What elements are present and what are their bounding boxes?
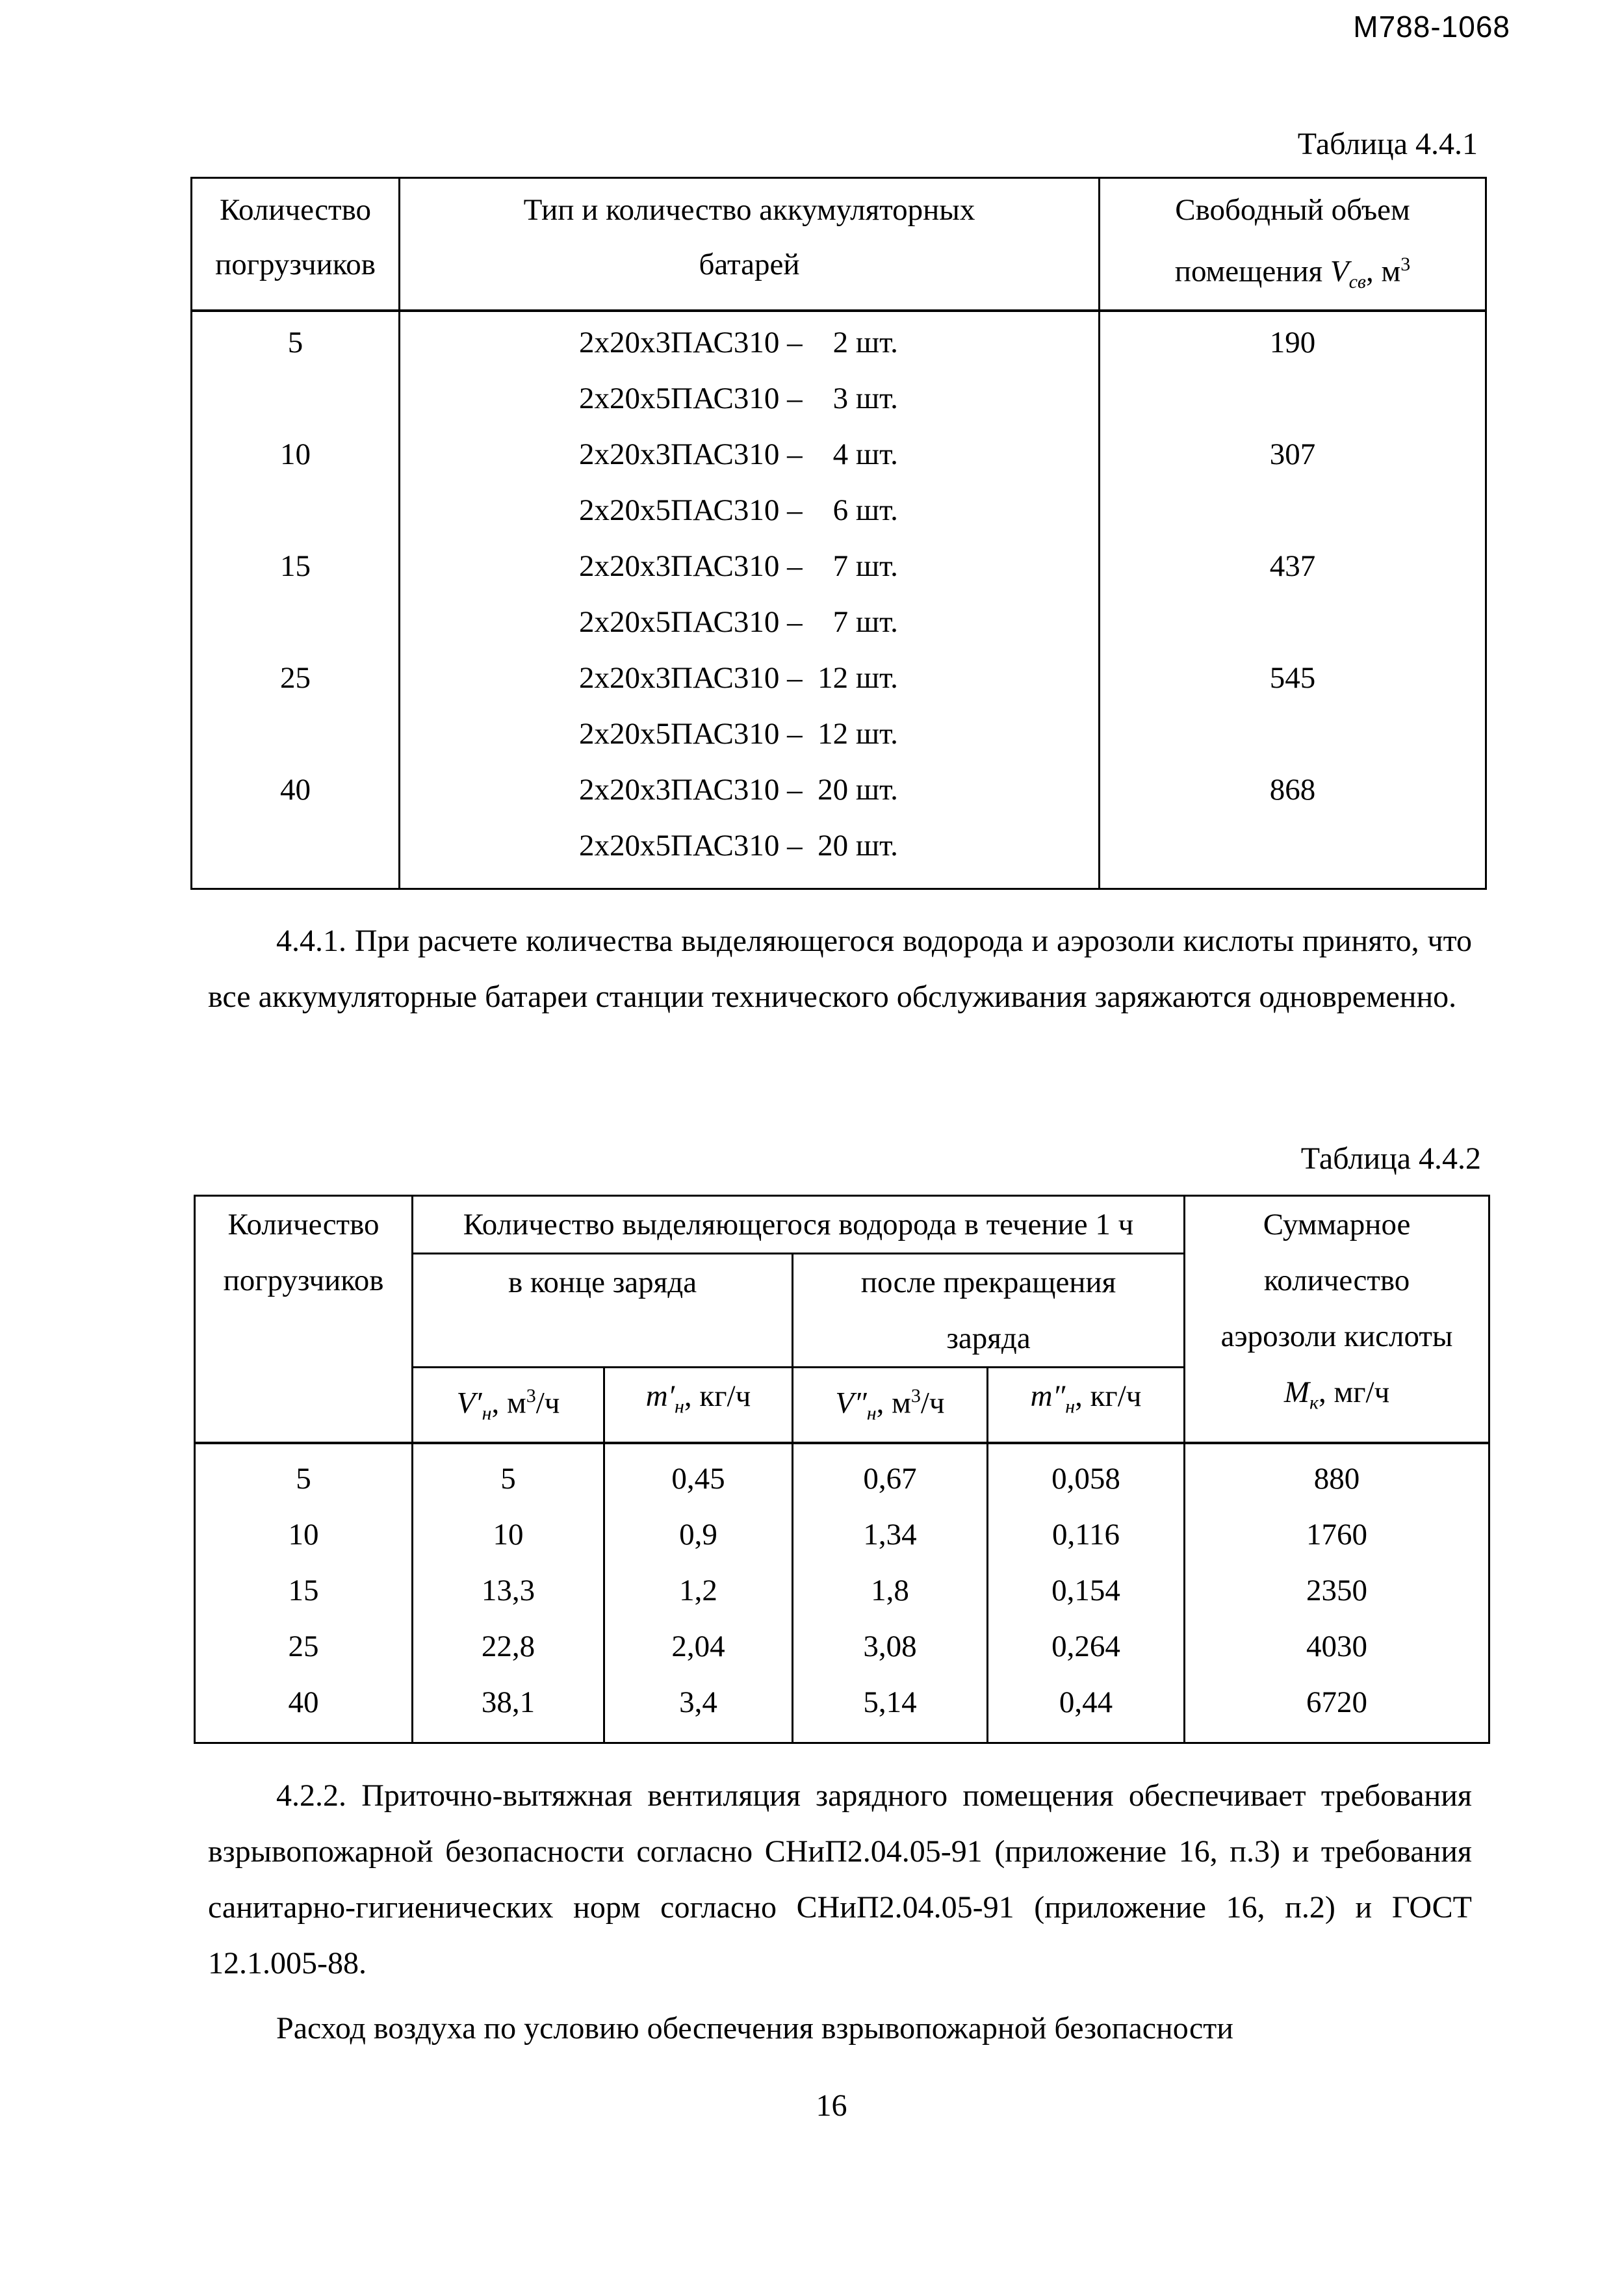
m2-symbol: m″: [1030, 1379, 1066, 1413]
table-cell: 1,34: [863, 1518, 917, 1552]
free-volume: 437: [1269, 549, 1316, 584]
v1-unit: , м: [491, 1386, 526, 1420]
table-cell: 0,058: [1051, 1462, 1120, 1496]
header-text-prefix: помещения: [1174, 254, 1323, 289]
loaders-count: 40: [280, 773, 311, 807]
header-acid-aerosol: [1185, 1196, 1489, 1444]
battery-entry: 2х20х3ПАС310 – 2 шт.: [579, 326, 898, 360]
battery-entry: 2х20х5ПАС310 – 3 шт.: [579, 382, 898, 416]
battery-entry: 2х20х5ПАС310 – 6 шт.: [579, 493, 898, 528]
table-cell: 1,2: [679, 1574, 717, 1608]
header-text: [1185, 1364, 1488, 1431]
header-loaders-count: [195, 1196, 413, 1444]
paragraph-text: Расход воздуха по условию обеспечения взрывопожарной безопасности: [276, 2011, 1233, 2046]
table-cell: 880: [1313, 1462, 1360, 1496]
header-text: Суммарное: [1263, 1208, 1411, 1241]
v1-column: [413, 1443, 604, 1743]
header-text: после прекращения: [860, 1266, 1116, 1299]
table-cell: 40: [288, 1685, 319, 1720]
battery-entry: 2х20х3ПАС310 – 4 шт.: [579, 437, 898, 472]
table-cell: 0,154: [1051, 1574, 1120, 1608]
battery-entry: 2х20х3ПАС310 – 12 шт.: [579, 661, 898, 695]
volume-unit: , м: [1365, 254, 1401, 289]
volume-unit-exponent: 3: [1400, 253, 1411, 275]
battery-entry: 2х20х3ПАС310 – 20 шт.: [579, 773, 898, 807]
v2-column: [793, 1443, 988, 1743]
v2-unit-tail: /ч: [920, 1386, 945, 1420]
v2-symbol: V″: [835, 1386, 867, 1420]
paragraph-air-flow: [208, 2001, 1472, 2057]
v1-symbol: V′: [456, 1386, 482, 1420]
table-cell: 6720: [1306, 1685, 1368, 1720]
header-text: Количество: [220, 193, 371, 227]
free-volume: 190: [1269, 326, 1316, 360]
table-cell: 13,3: [481, 1574, 535, 1608]
battery-entry: 2х20х5ПАС310 – 12 шт.: [579, 717, 898, 751]
header-text: батарей: [699, 248, 800, 281]
v2-subscript: н: [866, 1403, 877, 1425]
header-end-of-charge: в конце заряда: [413, 1254, 793, 1368]
acid-symbol: М: [1283, 1375, 1309, 1409]
loaders-count: 5: [287, 326, 303, 360]
v2-unit: , м: [876, 1386, 911, 1420]
table-cell: 5: [296, 1462, 311, 1496]
table-cell: 0,44: [1059, 1685, 1113, 1720]
table-caption-1: Таблица 4.4.1: [1297, 127, 1478, 161]
paragraph-text: 4.4.1. При расчете количества выделяющегося водорода и аэрозоли кислоты принято, что все аккумуляторные батареи станции технического обслуживания заряжаются одновременно.: [208, 924, 1472, 1014]
header-hydrogen-group: Количество выделяющегося водорода в течение 1 ч: [413, 1196, 1185, 1254]
table-cell: 0,116: [1052, 1518, 1120, 1552]
loaders-count-column: [192, 311, 400, 889]
table-cell: 0,264: [1051, 1630, 1120, 1664]
table-cell: 10: [288, 1518, 319, 1552]
header-text: Тип и количество аккумуляторных: [523, 193, 975, 227]
v1-unit-tail: /ч: [535, 1386, 560, 1420]
header-battery-type: [400, 178, 1100, 311]
battery-entry: 2х20х5ПАС310 – 20 шт.: [579, 829, 898, 863]
m2-column: [988, 1443, 1185, 1743]
table-cell: 38,1: [481, 1685, 535, 1720]
paragraph-4-2-2: [208, 1768, 1472, 1992]
acid-aerosol-column: [1185, 1443, 1489, 1743]
loaders-count: 25: [280, 661, 311, 695]
acid-unit: , мг/ч: [1319, 1375, 1390, 1409]
document-code: М788-1068: [1353, 10, 1510, 44]
header-text: погрузчиков: [223, 1264, 384, 1297]
free-volume: 307: [1269, 437, 1316, 472]
paragraph-4-4-1: [208, 913, 1472, 1025]
m2-unit: , кг/ч: [1075, 1379, 1142, 1413]
header-text: [1100, 237, 1485, 309]
table-cell: 10: [493, 1518, 524, 1552]
table-caption-2: Таблица 4.4.2: [1300, 1141, 1481, 1176]
header-m1: [604, 1368, 793, 1444]
acid-symbol-subscript: к: [1309, 1392, 1319, 1414]
m1-subscript: н: [675, 1396, 684, 1418]
table-cell: 25: [288, 1630, 319, 1664]
header-loaders-count: [192, 178, 400, 311]
m1-symbol: m′: [645, 1379, 675, 1413]
header-text: Количество: [227, 1208, 380, 1241]
battery-table: [190, 177, 1487, 890]
table-body-row: [195, 1443, 1489, 1743]
header-text: аэрозоли кислоты: [1220, 1319, 1453, 1353]
table-cell: 3,08: [863, 1630, 917, 1664]
battery-entry: 2х20х3ПАС310 – 7 шт.: [579, 549, 898, 584]
m1-unit: , кг/ч: [684, 1379, 751, 1413]
header-free-volume: [1100, 178, 1486, 311]
header-text: Свободный объем: [1175, 193, 1410, 227]
table-cell: 2,04: [671, 1630, 725, 1664]
header-v1: [413, 1368, 604, 1444]
table-body-row: [192, 311, 1486, 889]
m2-subscript: н: [1065, 1396, 1076, 1418]
header-after-charge: [793, 1254, 1185, 1368]
table-header-row: [192, 178, 1486, 311]
free-volume: 868: [1269, 773, 1316, 807]
header-text: погрузчиков: [215, 248, 376, 281]
table-cell: 5,14: [863, 1685, 917, 1720]
loaders-count: 15: [280, 549, 311, 584]
free-volume: 545: [1269, 661, 1316, 695]
v1-subscript: н: [482, 1403, 492, 1425]
header-text: заряда: [946, 1321, 1031, 1355]
battery-entry: 2х20х5ПАС310 – 7 шт.: [579, 605, 898, 640]
header-text: количество: [1263, 1264, 1410, 1297]
v1-unit-exponent: 3: [526, 1385, 536, 1407]
table-header-row: [195, 1196, 1489, 1254]
paragraph-text: 4.2.2. Приточно-вытяжная вентиляция зарядного помещения обеспечивает требования взрывопожарной безопасности согласно СНиП2.04.05-91 (приложение 16, п.3) и требования санитарно-гигиенических норм согласно СНиП2.04.05-91 (приложение 16, п.2) и ГОСТ 12.1.005-88.: [208, 1778, 1472, 1981]
table-cell: 0,45: [671, 1462, 725, 1496]
table-cell: 4030: [1306, 1630, 1368, 1664]
table-cell: 0,67: [863, 1462, 917, 1496]
table-cell: 3,4: [679, 1685, 717, 1720]
table-cell: 15: [288, 1574, 319, 1608]
header-m2: [988, 1368, 1185, 1444]
loaders-count-column: [195, 1443, 413, 1743]
battery-type-column: [400, 311, 1100, 889]
volume-symbol-subscript: св: [1348, 271, 1366, 293]
table-cell: 1,8: [871, 1574, 909, 1608]
free-volume-column: [1100, 311, 1486, 889]
table-cell: 0,9: [679, 1518, 717, 1552]
header-v2: [793, 1368, 988, 1444]
page-number: 16: [816, 2088, 847, 2123]
hydrogen-table: [194, 1195, 1490, 1744]
table-cell: 5: [500, 1462, 516, 1496]
volume-symbol: V: [1330, 254, 1349, 289]
v2-unit-exponent: 3: [910, 1385, 921, 1407]
table-cell: 1760: [1306, 1518, 1368, 1552]
m1-column: [604, 1443, 793, 1743]
table-cell: 2350: [1306, 1574, 1368, 1608]
loaders-count: 10: [280, 437, 311, 472]
table-cell: 22,8: [481, 1630, 535, 1664]
